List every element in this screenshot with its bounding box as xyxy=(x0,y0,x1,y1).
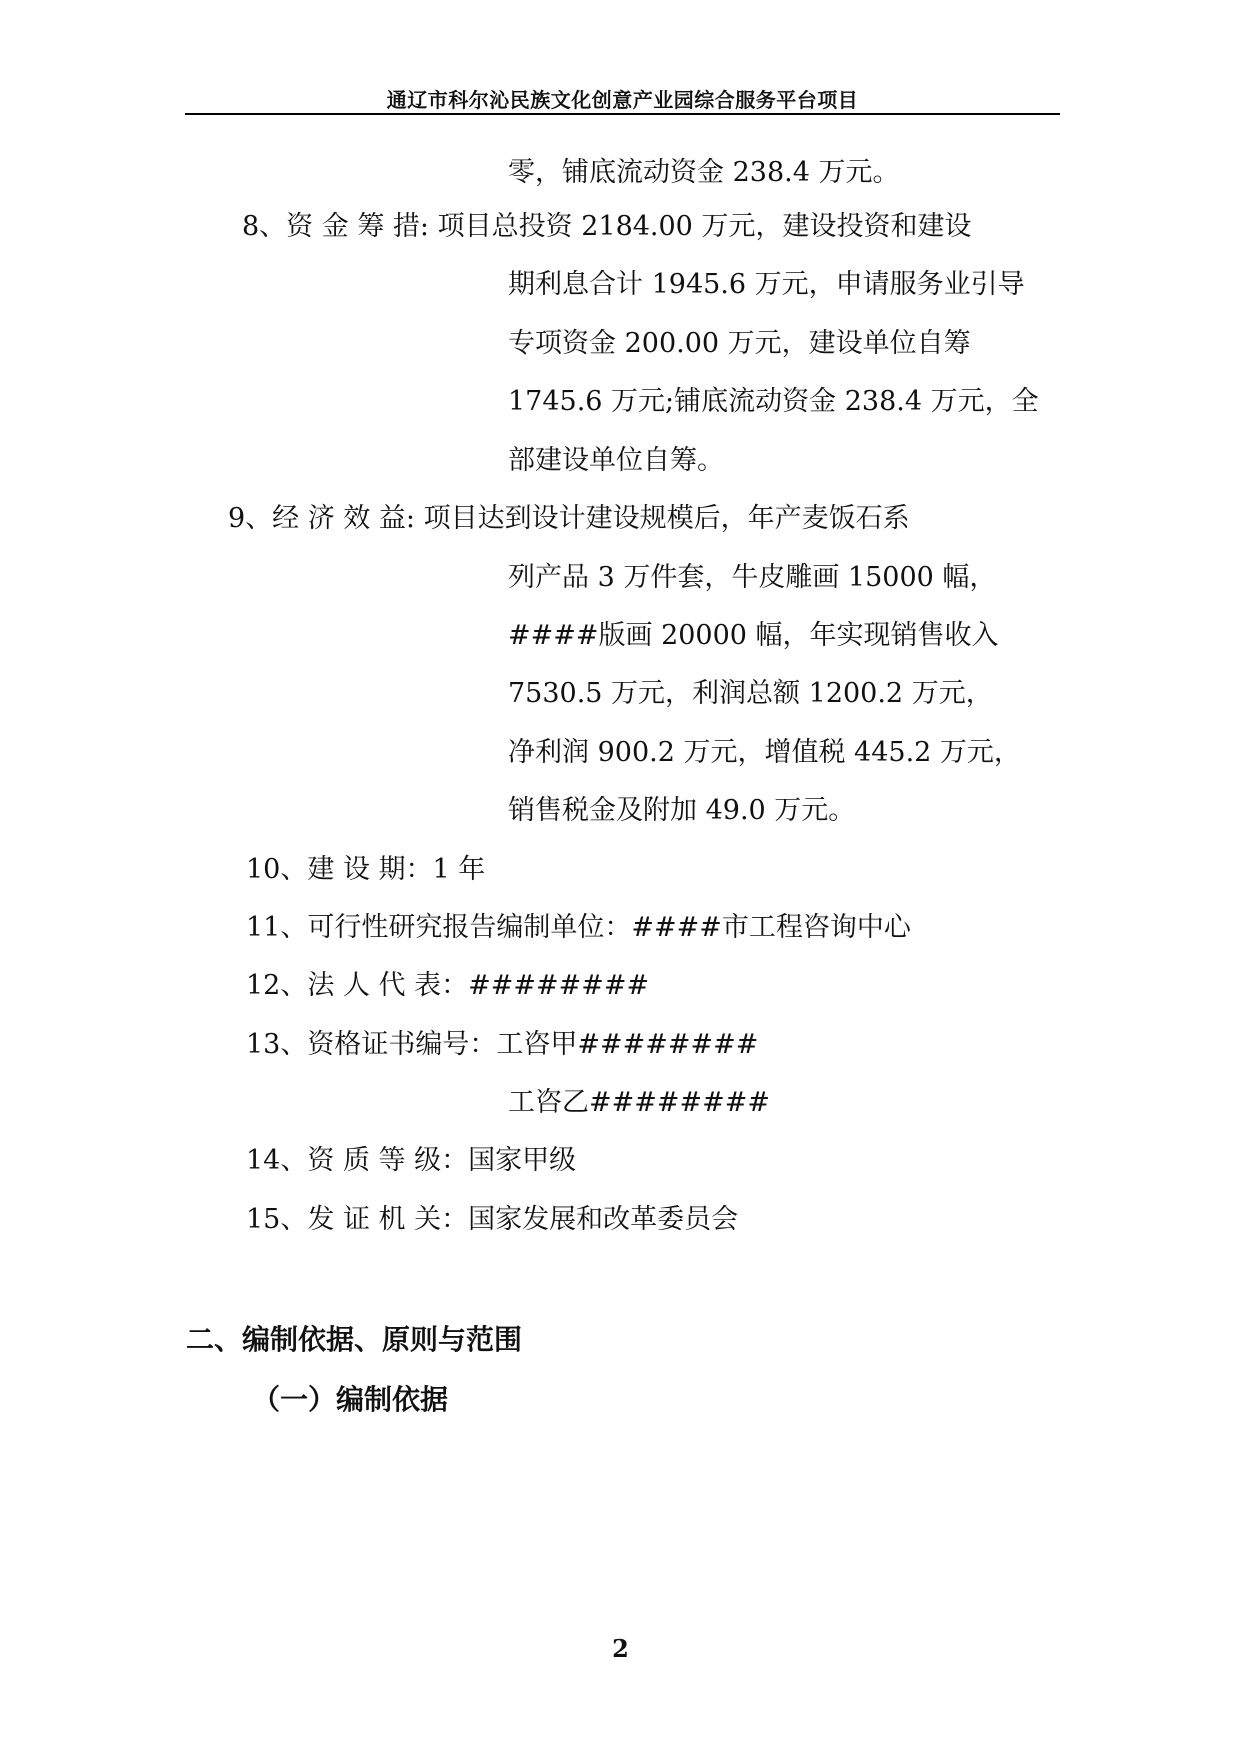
page-number: 2 xyxy=(612,1634,629,1663)
text-line: 列产品 3 万件套，牛皮雕画 15000 幅， xyxy=(508,562,997,593)
header-rule xyxy=(185,113,1060,115)
text-line: 专项资金 200.00 万元，建设单位自筹 xyxy=(508,328,971,359)
item-12-legal-rep: 12、法 人 代 表：######## xyxy=(246,970,650,1001)
item-11-compiler: 11、可行性研究报告编制单位：####市工程咨询中心 xyxy=(246,912,911,943)
text-line: 部建设单位自筹。 xyxy=(508,445,724,476)
text-line: ####版画 20000 幅，年实现销售收入 xyxy=(508,620,999,651)
item-10-period: 10、建 设 期：1 年 xyxy=(246,854,486,885)
item-text: 项目总投资 2184.00 万元，建设投资和建设 xyxy=(437,211,972,242)
item-label: 8、资 金 筹 措: xyxy=(242,211,430,242)
item-text: 项目达到设计建设规模后，年产麦饭石系 xyxy=(423,503,910,534)
item-14-qualification: 14、资 质 等 级：国家甲级 xyxy=(246,1145,577,1176)
section-heading: 二、编制依据、原则与范围 xyxy=(186,1323,523,1356)
text-line: 7530.5 万元，利润总额 1200.2 万元， xyxy=(508,678,993,709)
item-9-benefit xyxy=(228,502,910,536)
text-line: 净利润 900.2 万元，增值税 445.2 万元， xyxy=(508,737,1021,768)
text-line: 工咨乙######## xyxy=(508,1087,770,1118)
text-line: 1745.6 万元;铺底流动资金 238.4 万元，全 xyxy=(508,386,1039,417)
item-13-certificate: 13、资格证书编号：工咨甲######## xyxy=(246,1029,759,1060)
item-label: 9、经 济 效 益: xyxy=(228,503,416,534)
item-15-issuer: 15、发 证 机 关：国家发展和改革委员会 xyxy=(246,1204,739,1235)
text-line: 期利息合计 1945.6 万元，申请服务业引导 xyxy=(508,269,1025,300)
item-8-funding xyxy=(242,210,971,244)
text-line: 零，铺底流动资金 238.4 万元。 xyxy=(508,157,900,188)
document-header-title: 通辽市科尔沁民族文化创意产业园综合服务平台项目 xyxy=(386,88,859,112)
subsection-heading: （一）编制依据 xyxy=(252,1383,449,1416)
text-line: 销售税金及附加 49.0 万元。 xyxy=(508,795,856,826)
